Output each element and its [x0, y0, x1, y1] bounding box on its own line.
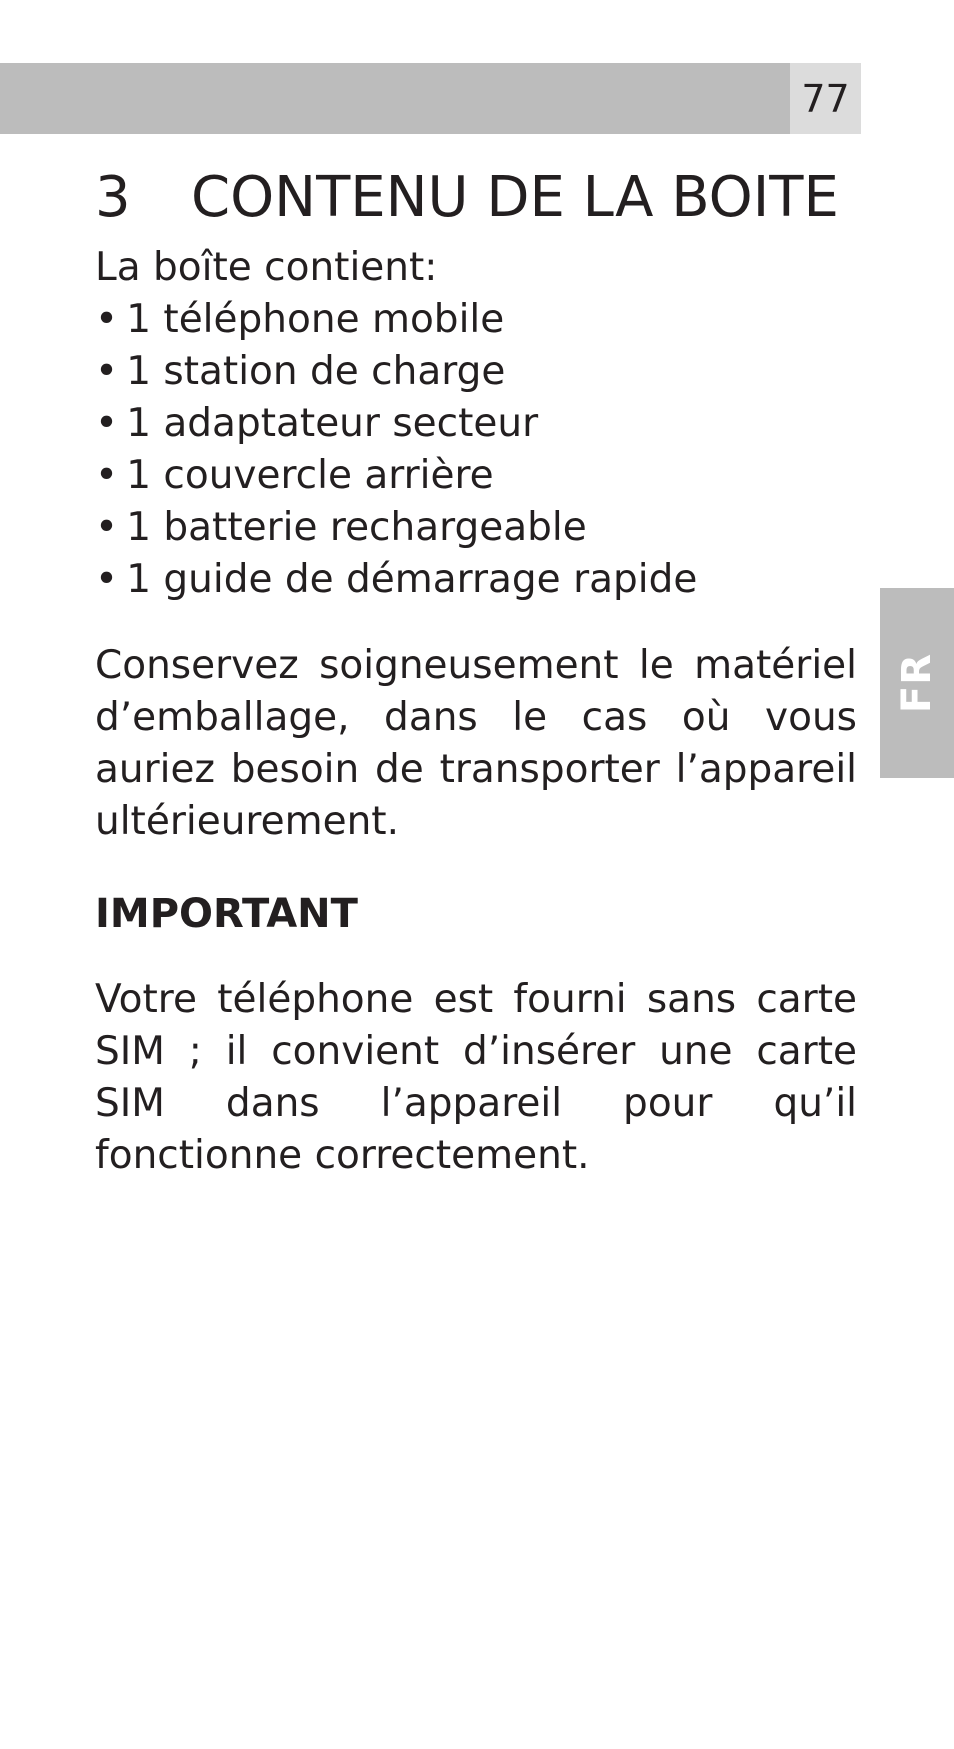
packaging-note: Conservez soigneusement le matériel d’emballage, dans le cas où vous auriez besoin de transporter l’appareil ultérieurement. [95, 643, 857, 844]
list-item-text: 1 couvercle arrière [126, 453, 494, 498]
list-item [95, 554, 857, 606]
bullet: • [95, 349, 119, 394]
intro-text: La boîte contient: [95, 245, 438, 290]
important-heading: IMPORTANT [95, 891, 358, 937]
list-item [95, 502, 857, 554]
list-item-text: 1 adaptateur secteur [126, 401, 539, 446]
language-tab-label: FR [894, 652, 940, 714]
list-item [95, 294, 857, 346]
section-number: 3 [95, 165, 131, 230]
list-item-text: 1 téléphone mobile [126, 297, 505, 342]
list-item-text: 1 guide de démarrage rapide [126, 557, 698, 602]
section-title-text: CONTENU DE LA BOITE [191, 165, 839, 230]
language-tab [880, 588, 954, 778]
list-item [95, 450, 857, 502]
bullet: • [95, 453, 119, 498]
bullet: • [95, 505, 119, 550]
list-item-text: 1 station de charge [126, 349, 506, 394]
box-contents-list [95, 294, 857, 606]
list-item-text: 1 batterie rechargeable [126, 505, 587, 550]
list-item [95, 398, 857, 450]
bullet: • [95, 401, 119, 446]
section-title [95, 160, 857, 236]
page-number [790, 63, 861, 134]
header-bar [0, 63, 790, 134]
page-content [95, 160, 857, 1182]
page-number-text: 77 [801, 76, 850, 121]
important-text: Votre téléphone est fourni sans carte SIM ; il convient d’insérer une carte SIM dans l’appareil pour qu’il fonctionne correctement. [95, 977, 857, 1178]
bullet: • [95, 557, 119, 602]
list-item [95, 346, 857, 398]
bullet: • [95, 297, 119, 342]
